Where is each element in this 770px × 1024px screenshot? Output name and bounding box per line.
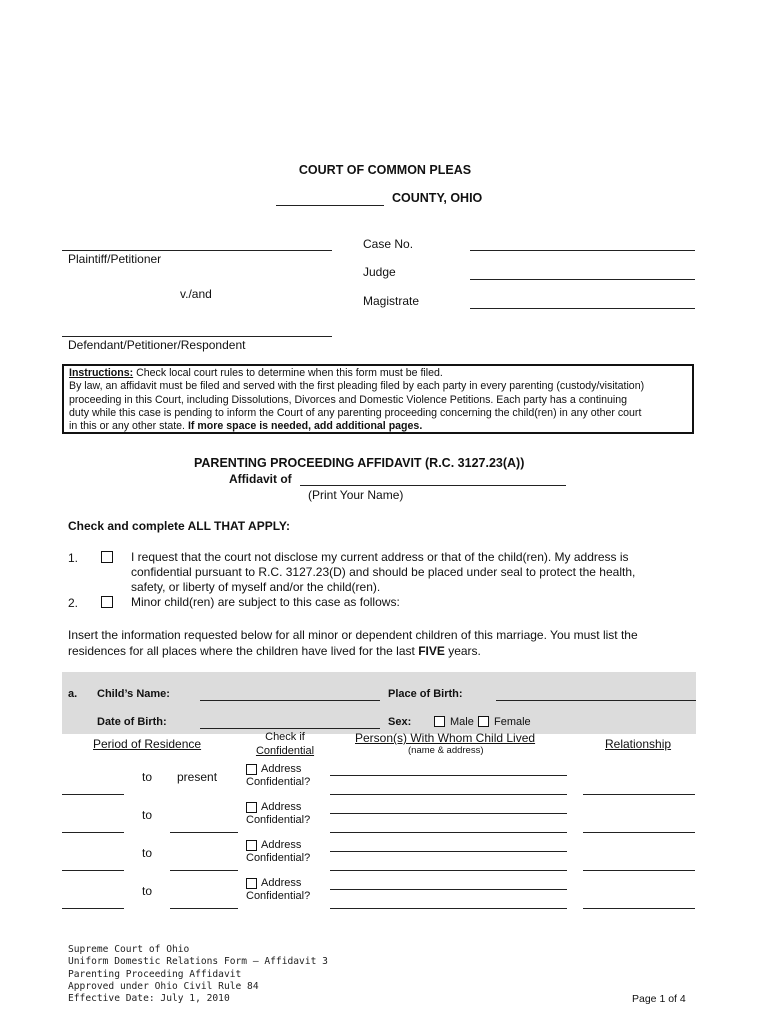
col-persons-sub: (name & address) xyxy=(408,745,484,756)
magistrate-label: Magistrate xyxy=(363,294,420,308)
col-check-line2: Confidential xyxy=(255,744,315,757)
insert-line1: Insert the information requested below for all minor or dependent children of this marriage. You must list the xyxy=(68,628,638,642)
defendant-blank[interactable] xyxy=(62,336,332,337)
footer-line2: Uniform Domestic Relations Form – Affidavit 3 xyxy=(68,956,328,968)
judge-label: Judge xyxy=(363,265,396,279)
row4-confidential-label: Confidential? xyxy=(246,890,311,902)
row4-person-address-field[interactable] xyxy=(330,908,567,909)
affiant-name-field[interactable] xyxy=(300,485,566,486)
col-relationship-header: Relationship xyxy=(605,737,672,751)
instructions-line3: proceeding in this Court, including Dissolutions, Divorces and Domestic Violence Petitions. Each party has a continuing xyxy=(69,393,628,406)
childs-name-field[interactable] xyxy=(200,700,380,701)
row4-person-name-field[interactable] xyxy=(330,889,567,890)
row3-to-field[interactable] xyxy=(170,870,238,871)
row2-from-field[interactable] xyxy=(62,832,124,833)
place-of-birth-field[interactable] xyxy=(496,700,696,701)
male-checkbox[interactable] xyxy=(434,716,445,727)
case-no-field[interactable] xyxy=(470,250,695,251)
footer-line1: Supreme Court of Ohio xyxy=(68,944,190,955)
insert-five: FIVE xyxy=(418,643,445,658)
col-check-line1: Check if xyxy=(265,731,305,743)
instructions-line4: duty while this case is pending to inform the Court of any parenting proceeding concerning the child(ren) in any other court xyxy=(69,406,642,419)
row2-confidential-label: Confidential? xyxy=(246,814,311,826)
insert-line2: residences for all places where the children have lived for the last xyxy=(68,643,419,658)
col-period-header: Period of Residence xyxy=(93,737,202,751)
insert-line2-end: years. xyxy=(444,643,481,658)
judge-field[interactable] xyxy=(470,279,695,280)
female-checkbox[interactable] xyxy=(478,716,489,727)
childs-name-label: Child’s Name: xyxy=(97,688,170,700)
row1-relationship-field[interactable] xyxy=(583,794,695,795)
county-label: COUNTY, OHIO xyxy=(392,191,483,205)
row2-address-label: Address xyxy=(261,801,302,813)
row4-address-label: Address xyxy=(261,877,302,889)
footer-line5: Effective Date: July 1, 2010 xyxy=(68,993,230,1005)
row4-to-field[interactable] xyxy=(170,908,238,909)
row4-to: to xyxy=(142,884,153,898)
row4-address-checkbox[interactable] xyxy=(246,878,257,889)
item1-text xyxy=(131,550,635,594)
row3-confidential-label: Confidential? xyxy=(246,852,311,864)
row3-address-label: Address xyxy=(261,839,302,851)
affidavit-of-label: Affidavit of xyxy=(229,472,292,486)
checklist-heading: Check and complete ALL THAT APPLY: xyxy=(68,519,291,533)
row1-to: to xyxy=(142,770,153,784)
row3-to: to xyxy=(142,846,153,860)
row1-person-address-field[interactable] xyxy=(330,794,567,795)
row2-person-name-field[interactable] xyxy=(330,813,567,814)
col-check-header xyxy=(254,731,316,758)
item1-line3: safety, or liberty of myself and/or the child(ren). xyxy=(131,579,381,594)
row3-from-field[interactable] xyxy=(62,870,124,871)
row1-from-field[interactable] xyxy=(62,794,124,795)
row2-to: to xyxy=(142,808,153,822)
footer-line4: Approved under Ohio Civil Rule 84 xyxy=(68,980,259,992)
case-no-label: Case No. xyxy=(363,237,414,251)
instructions-line1: Check local court rules to determine when this form must be filed. xyxy=(133,367,443,379)
footer-line3: Parenting Proceeding Affidavit xyxy=(68,968,242,980)
item2-checkbox[interactable] xyxy=(101,596,113,608)
item2-number: 2. xyxy=(68,596,79,610)
instructions-line5-bold: If more space is needed, add additional pages. xyxy=(187,420,423,433)
print-name-hint: (Print Your Name) xyxy=(308,488,404,502)
instructions-label: Instructions: xyxy=(69,367,134,379)
plaintiff-blank[interactable] xyxy=(62,250,332,251)
plaintiff-label: Plaintiff/Petitioner xyxy=(68,252,162,266)
row1-address-checkbox[interactable] xyxy=(246,764,257,775)
row2-person-address-field[interactable] xyxy=(330,832,567,833)
instructions-box xyxy=(62,364,694,434)
instructions-line2: By law, an affidavit must be filed and served with the first pleading filed by each party in every parenting (custody/visitation) xyxy=(69,380,645,393)
affidavit-title: PARENTING PROCEEDING AFFIDAVIT (R.C. 3127.23(A)) xyxy=(194,456,525,470)
magistrate-field[interactable] xyxy=(470,308,695,309)
instructions-line5: in this or any other state. xyxy=(69,420,188,433)
item1-checkbox[interactable] xyxy=(101,551,113,563)
footer-block xyxy=(68,944,328,1005)
row3-address-checkbox[interactable] xyxy=(246,840,257,851)
row3-person-address-field[interactable] xyxy=(330,870,567,871)
defendant-label: Defendant/Petitioner/Respondent xyxy=(68,338,246,352)
place-of-birth-label: Place of Birth: xyxy=(388,688,463,700)
dob-label: Date of Birth: xyxy=(97,716,167,728)
county-blank[interactable] xyxy=(276,205,384,206)
row4-relationship-field[interactable] xyxy=(583,908,695,909)
row2-address-checkbox[interactable] xyxy=(246,802,257,813)
item2-text: Minor child(ren) are subject to this case as follows: xyxy=(131,595,400,609)
female-label: Female xyxy=(494,716,531,728)
male-label: Male xyxy=(450,716,474,728)
dob-field[interactable] xyxy=(200,728,380,729)
court-title: COURT OF COMMON PLEAS xyxy=(298,163,472,177)
item1-number: 1. xyxy=(68,551,79,565)
child-letter: a. xyxy=(68,688,78,700)
item1-line1: I request that the court not disclose my current address or that of the child(ren). My address is xyxy=(131,550,629,564)
versus-label: v./and xyxy=(180,287,212,301)
row2-to-field[interactable] xyxy=(170,832,238,833)
row3-person-name-field[interactable] xyxy=(330,851,567,852)
row1-address-label: Address xyxy=(261,763,302,775)
page-number: Page 1 of 4 xyxy=(632,993,686,1005)
row3-relationship-field[interactable] xyxy=(583,870,695,871)
item1-line2: confidential pursuant to R.C. 3127.23(D) and should be placed under seal to protect the health, xyxy=(131,564,636,579)
sex-label: Sex: xyxy=(388,716,412,728)
col-persons-header: Person(s) With Whom Child Lived xyxy=(355,731,536,745)
row1-person-name-field[interactable] xyxy=(330,775,567,776)
row4-from-field[interactable] xyxy=(62,908,124,909)
row1-present: present xyxy=(177,770,218,784)
insert-paragraph xyxy=(68,628,638,659)
row1-confidential-label: Confidential? xyxy=(246,776,311,788)
row2-relationship-field[interactable] xyxy=(583,832,695,833)
